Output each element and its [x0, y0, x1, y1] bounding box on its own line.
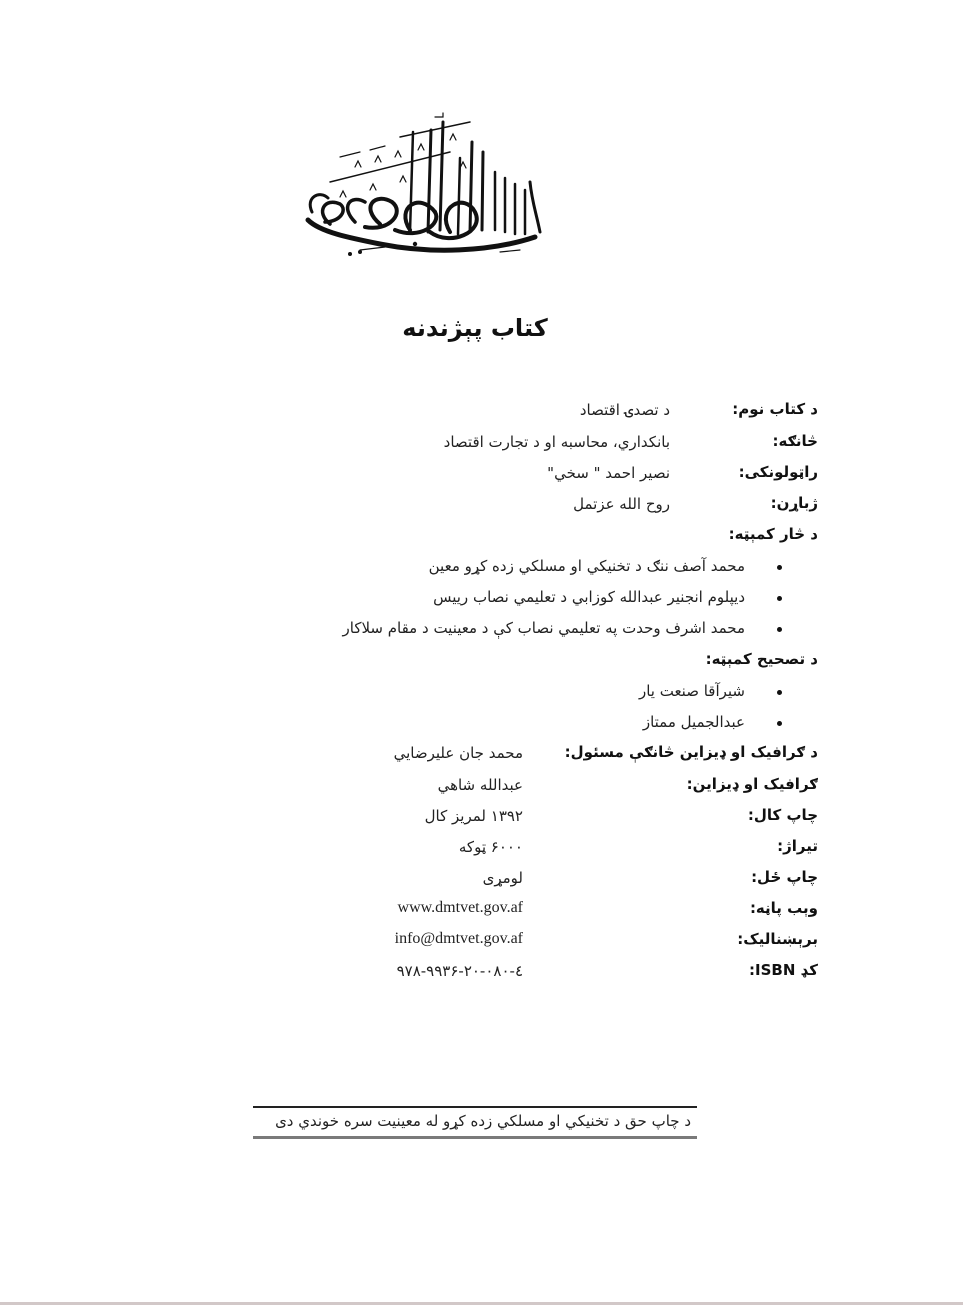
bullet-icon [777, 565, 782, 570]
compiler-value: نصیر احمد " سخي" [547, 464, 670, 482]
copyright-text: د چاپ حق د تخنیکي او مسلکي زده کړو له معینیت سره خوندي دی [275, 1112, 691, 1130]
review-committee-label: د څار کمېټه: [728, 525, 818, 543]
print-run-value: ۶۰۰۰ ټوکه [458, 838, 523, 856]
correction-member: عبدالجمیل ممتاز [642, 713, 745, 731]
review-member: دیپلوم انجنیر عبدالله کوزابي د تعلیمي نصاب رییس [433, 588, 745, 606]
edition-value: لومړی [482, 869, 523, 887]
email-label: برېښنالیک: [737, 930, 818, 948]
website-label: وېب پاڼه: [749, 899, 818, 917]
isbn-value: ۹۷۸-۹۹۳۶-۲۰-۰۸۰-٤ [396, 962, 523, 980]
print-year-label: چاپ کال: [747, 806, 818, 824]
graphics-head-value: محمد جان علیرضایي [393, 744, 523, 762]
graphics-head-label: د ګرافیک او ډیزاین څانګې مسئول: [564, 743, 818, 761]
email-link[interactable]: info@dmtvet.gov.af [394, 930, 523, 947]
review-member: محمد آصف ننګ د تخنیکي او مسلکي زده کړو معین [428, 557, 745, 575]
calligraphy-icon [300, 112, 545, 262]
print-year-value: ۱۳۹۲ لمریز کال [424, 807, 523, 825]
edition-label: چاپ ځل: [751, 868, 818, 886]
graphics-design-value: عبدالله شاهي [437, 776, 523, 794]
translator-label: ژباړن: [770, 494, 818, 512]
bullet-icon [777, 690, 782, 695]
compiler-label: راټولونکی: [738, 463, 818, 481]
correction-member: شیرآقا صنعت یار [638, 682, 745, 700]
website-link[interactable]: www.dmtvet.gov.af [397, 899, 523, 916]
copyright-box [253, 1106, 697, 1139]
bullet-icon [777, 721, 782, 726]
translator-value: روح الله عزتمل [573, 495, 670, 513]
isbn-label: کډ ISBN: [749, 961, 818, 979]
bullet-icon [777, 627, 782, 632]
department-value: بانکداري، محاسبه او د تجارت اقتصاد [443, 433, 670, 451]
print-run-label: تیراژ: [777, 837, 818, 855]
department-label: څانګه: [772, 432, 818, 450]
graphics-design-label: ګرافیک او ډیزاین: [686, 775, 818, 793]
page-title: کتاب پېژندنه [402, 314, 548, 342]
correction-committee-label: د تصحیح کمېټه: [705, 650, 818, 668]
bullet-icon [777, 596, 782, 601]
book-name-label: د کتاب نوم: [732, 400, 818, 418]
bismillah-calligraphy [300, 112, 545, 262]
review-member: محمد اشرف وحدت په تعلیمي نصاب کې د معینیت د مقام سلاکار [342, 619, 745, 637]
book-name-value: د تصدۍ اقتصاد [579, 401, 670, 419]
